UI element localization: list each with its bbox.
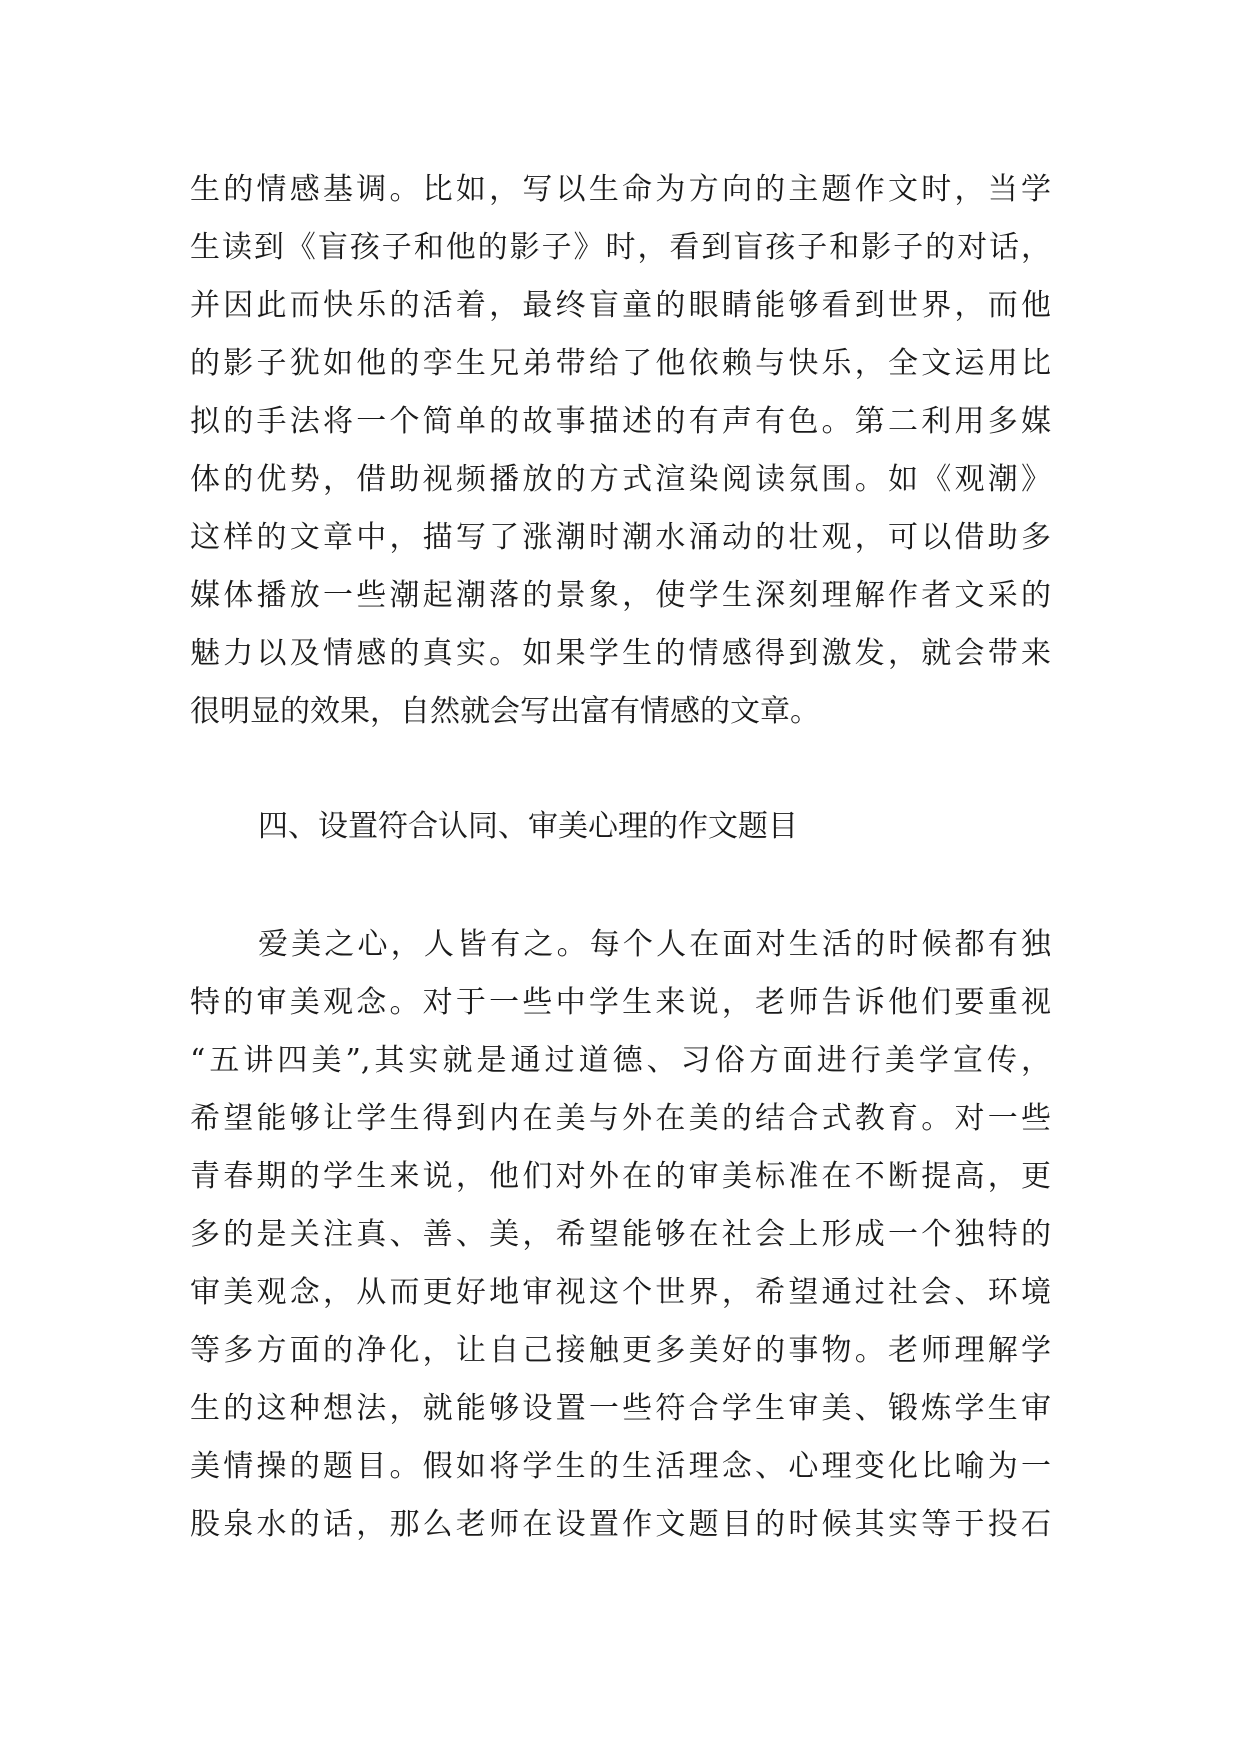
paragraph-line: 拟的手法将一个简单的故事描述的有声有色。第二利用多媒 (190, 404, 1051, 439)
paragraph-line: 很明显的效果，自然就会写出富有情感的文章。 (190, 694, 820, 729)
paragraph-line: 爱美之心，人皆有之。每个人在面对生活的时候都有独 (258, 927, 1051, 962)
paragraph-line: 多的是关注真、善、美，希望能够在社会上形成一个独特的 (190, 1217, 1051, 1252)
paragraph-line: 等多方面的净化，让自己接触更多美好的事物。老师理解学 (190, 1333, 1051, 1368)
body-paragraph (190, 161, 1051, 741)
paragraph-line: 特的审美观念。对于一些中学生来说，老师告诉他们要重视 (190, 985, 1051, 1020)
paragraph-line: “五讲四美”,其实就是通过道德、习俗方面进行美学宣传， (190, 1043, 1051, 1078)
paragraph-line: 媒体播放一些潮起潮落的景象，使学生深刻理解作者文采的 (190, 578, 1051, 613)
body-paragraph (190, 916, 1051, 1554)
paragraph-line: 美情操的题目。假如将学生的生活理念、心理变化比喻为一 (190, 1449, 1051, 1484)
paragraph-line: 审美观念，从而更好地审视这个世界，希望通过社会、环境 (190, 1275, 1051, 1310)
paragraph-line: 这样的文章中，描写了涨潮时潮水涌动的壮观，可以借助多 (190, 520, 1051, 555)
paragraph-line: 生的情感基调。比如，写以生命为方向的主题作文时，当学 (190, 172, 1051, 207)
paragraph-line: 的影子犹如他的孪生兄弟带给了他依赖与快乐，全文运用比 (190, 346, 1051, 381)
section-heading: 四、设置符合认同、审美心理的作文题目 (258, 809, 798, 844)
paragraph-line: 生的这种想法，就能够设置一些符合学生审美、锻炼学生审 (190, 1391, 1051, 1426)
paragraph-line: 青春期的学生来说，他们对外在的审美标准在不断提高，更 (190, 1159, 1051, 1194)
paragraph-line: 魅力以及情感的真实。如果学生的情感得到激发，就会带来 (190, 636, 1051, 671)
paragraph-line: 希望能够让学生得到内在美与外在美的结合式教育。对一些 (190, 1101, 1051, 1136)
paragraph-line: 体的优势，借助视频播放的方式渲染阅读氛围。如《观潮》 (190, 462, 1051, 497)
paragraph-line: 生读到《盲孩子和他的影子》时，看到盲孩子和影子的对话， (190, 230, 1051, 265)
paragraph-line: 股泉水的话，那么老师在设置作文题目的时候其实等于投石 (190, 1507, 1051, 1542)
paragraph-line: 并因此而快乐的活着，最终盲童的眼睛能够看到世界，而他 (190, 288, 1051, 323)
